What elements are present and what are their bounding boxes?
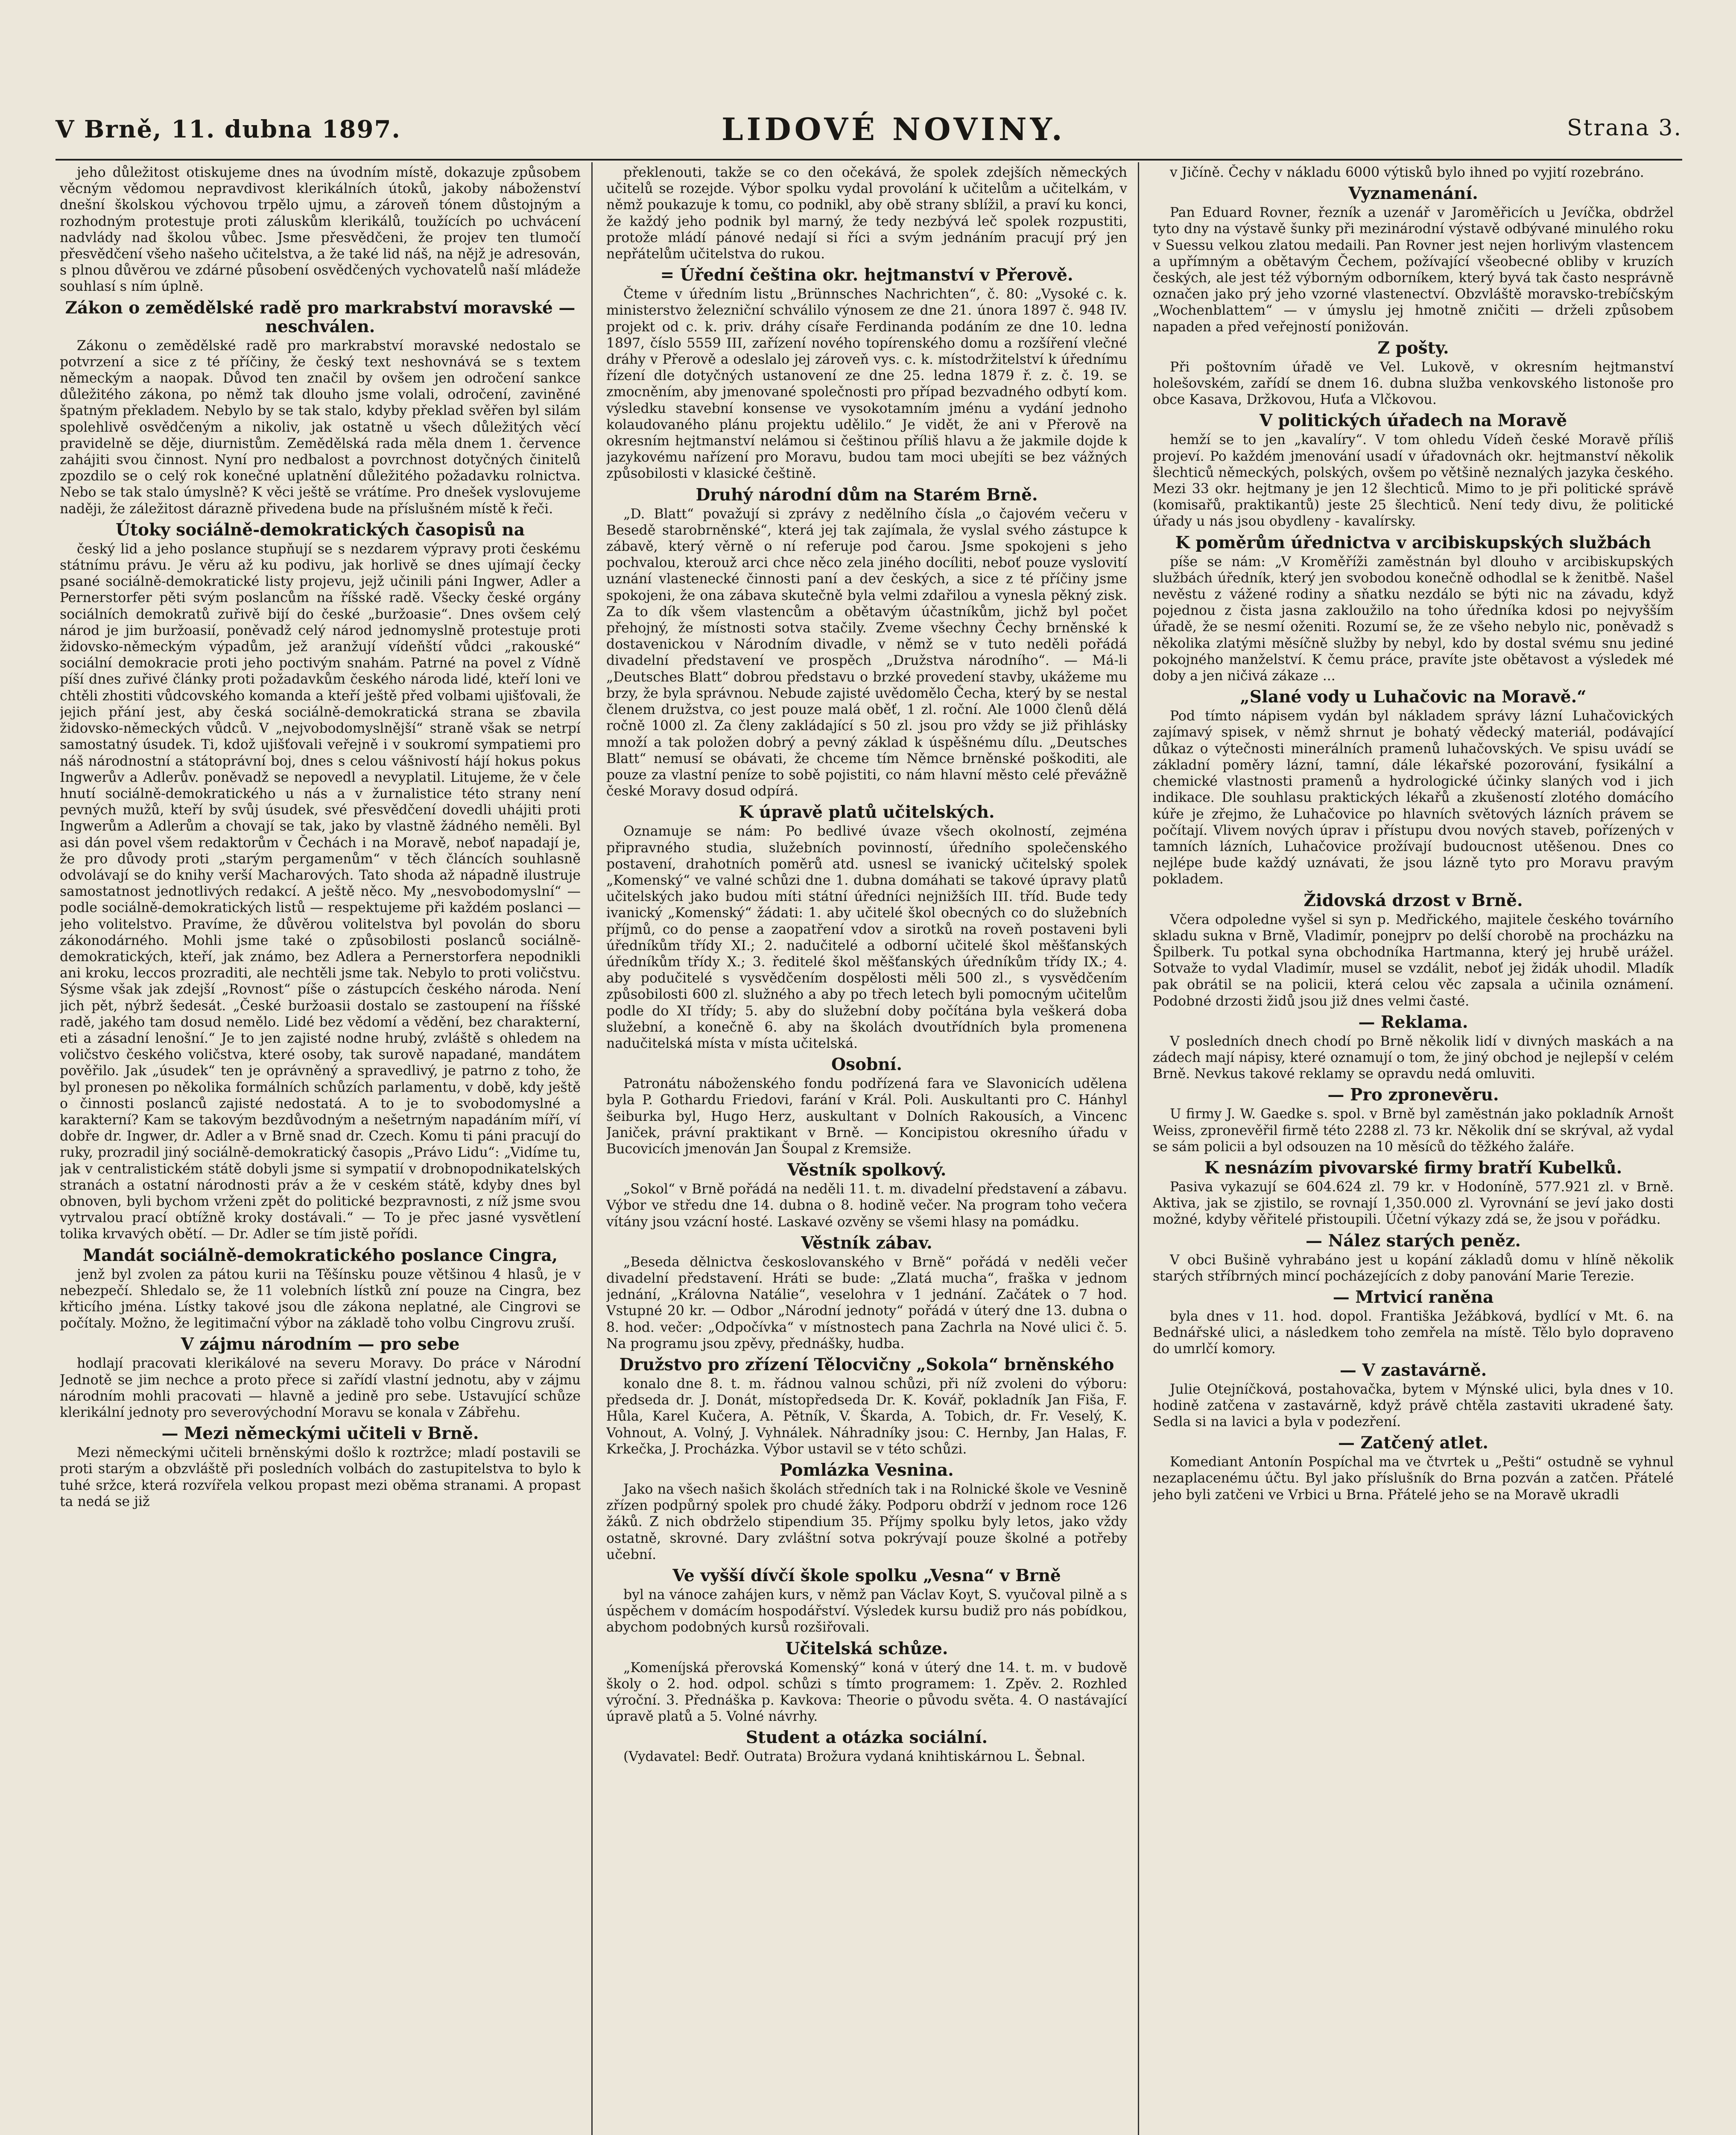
- article-paragraph: „Komeníjská přerovská Komenský“ koná v úterý dne 14. t. m. v budově školy o 2. hod. odpol. schůzi s tímto programem: 1. Zpěv. 2. Rozhled výroční. 3. Přednáška p. Kavkova: Theorie o původu světa. 4. O nastávající úpravě platů a 5. Volné návrhy.: [606, 1660, 1127, 1725]
- article-heading: Zákon o zemědělské radě pro markrabství moravské — neschválen.: [65, 298, 576, 336]
- article-paragraph: Při poštovním úřadě ve Vel. Lukově, v okresním hejtmanství holešovském, zařídí se dnem 16. dubna služba venkovského listonoše pro obce Kasava, Držkovou, Huťa a Vlčkovou.: [1153, 359, 1674, 408]
- article-paragraph: konalo dne 8. t. m. řádnou valnou schůzi, při níž zvoleni do výboru: předseda dr. J. Donát, místopředseda Dr. K. Kovář, pokladník Jan Fiša, F. Hůla, Karel Kučera, A. Pětník, V. Škarda, A. Tobich, dr. Fr. Veselý, K. Vohnout, A. Volný, J. Vyhnálek. Náhradníky jsou: C. Hernby, Jan Halas, F. Krkečka, J. Procházka. Výbor ustavil se v této schůzi.: [606, 1376, 1127, 1457]
- article-heading: K nesnázím pivovarské firmy bratří Kubelků.: [1204, 1158, 1622, 1178]
- article-heading: Osobní.: [831, 1055, 902, 1075]
- column-divider: [1138, 162, 1139, 2135]
- article-paragraph: Pan Eduard Rovner, řezník a uzenář v Jaroměřicích u Jevíčka, obdržel tyto dny na výstavě šunky při mezinárodní výstavě odbývané minulého roku v Suessu velkou zlatou medaili. Pan Rovner jest nejen horlivým vlastencem a upřímným a obětavým Čechem, požívající všeobecné obliby v kruzích českých, ale jest též výborným odborníkem, který byvá tak často nesprávně označen jako prý jeho vzorné vlastenectví. Obzvláště moravsko-trebíčským „Wochenblattem“ — v úmyslu jej hmotně zničiti — drželi způsobem napaden a před veřejností ponižován.: [1153, 205, 1674, 335]
- article-heading: „Slané vody u Luhačovic na Moravě.“: [1240, 687, 1587, 707]
- masthead: [56, 107, 1682, 158]
- article-heading: Družstvo pro zřízení Tělocvičny „Sokola“ brněnského: [619, 1355, 1114, 1375]
- article-heading: K poměrům úřednictva v arcibiskupských službách: [1175, 532, 1651, 553]
- article-heading: — Nález starých peněz.: [1306, 1231, 1521, 1251]
- article-paragraph: Pasiva vykazují se 604.624 zl. 79 kr. v Hodoníně, 577.921 zl. v Brně. Aktiva, jak se zjistilo, se rovnají 1,350.000 zl. Vyrovnání se jeví jako dosti možné, kdyby věřitelé přistoupili. Účetní výkazy zdá se, že jsou v pořádku.: [1153, 1179, 1674, 1228]
- article-heading: — Mezi německými učiteli v Brně.: [161, 1424, 479, 1444]
- article-paragraph: Pod tímto nápisem vydán byl nákladem správy lázní Luhačovických zajímavý spisek, v němž shrnut je bohatý vědecký materiál, podávající důkaz o výtečnosti minerálních pramenů luhačovských. Ve spisu uvádí se základní poměry lázní, tamní, dále lékařské pozorování, fysikální a chemické vlastnosti pramenů a hydrologické účinky slaných vod i jich indikace. Dle souhlasu praktických lékařů a zkušeností zlotého domácího kúře je zřejmo, že Luhačovice po hlavních světových lázních právem se počítají. Vlivem nových úprav i přístupu dvou nových staveb, pořízených v tamních lázních, Luhačovice prožívají budoucnost utěšenou. Dnes co nejlépe bude každý uznávati, že jsou lázně tyto pro Moravu pravým pokladem.: [1153, 708, 1674, 887]
- column-3: [1153, 164, 1674, 2135]
- article-paragraph: byla dnes v 11. hod. dopol. Františka Ježábková, bydlící v Mt. 6. na Bednářské ulici, a následkem toho zemřela na místě. Tělo bylo dopraveno do umrlčí komory.: [1153, 1308, 1674, 1357]
- article-paragraph: český lid a jeho poslance stupňují se s nezdarem výpravy proti českému státnímu právu. Je věru až ku podivu, jak horlivě se dnes ujímají čecky psané sociálně-demokratické listy projevu, jejž učinili páni Ingwer, Adler a Pernerstorfer pěti svým poslancům na říšské radě. Všecky české orgány sociálních demokratů zuřivě bijí do české „buržoasie“. Dnes ovšem celý národ je jim buržoasií, poněvadž celý národ jednomyslně protestuje proti židovsko-německým výpadům, jež aranžují vídeňští vůdci „rakouské“ sociální demokracie proti jeho poctivým snahám. Patrné na povel z Vídně píší dnes zuřivé články proti požadavkům českého národa lidé, kteří loni ve chtěli zhostiti vůdcovského komanda a kteří ještě před volbami ujišťovali, že jejich přání jest, aby česká sociálně-demokratická strana se zbavila židovsko-německých vůdců. V „nejvobodomyslnější“ straně však se netrpí samostatný úsudek. Ti, kdož ujišťovali veřejně i v soukromí sympatiemi pro náš národnostní a státoprávní boj, dnes s celou vášnivostí hájí hokus pokus Ingwerův a Adlerův. poněvadž se nepovedl a nevyplatil. Litujeme, že v čele hnutí sociálně-demokratického u nás a v žurnalistice této strany není pevných mužů, kteří by svůj úsudek, své přesvědčení dovedli uhájiti proti Ingwerům a Adlerům a chovají se tak, jako by vlastně žádného neměli. Byl asi dán povel všem redaktorům v Čechách i na Moravě, neboť napadají je, že pro důvody proti „starým pergamenům“ v těch článcích souhlasně odvolávají se do knihy verší Macharových. Tato shoda až nápadně ilustruje samostatnost jednotlivých redakcí. A ještě něco. My „nesvobodomyslní“ — podle sociálně-demokratických listů — respektujeme při každém poslanci — jeho volitelstvo. Pravíme, že důvěrou volitelstva byl povolán do sboru zákonodárného. Mohli jsme také o způsobilosti poslanců sociálně-demokratických, kteří, jak známo, bez Adlera a Pernerstorfera nepodnikli ani kroku, leccos prozraditi, ale nechtěli jsme tak. Nebylo to proti voličstvu. Sýsme však jak zdejší „Rovnost“ píše o zástupcích českého národa. Není jich pět, nýbrž šedesát. „České buržoasii dostalo se zastoupení na říšské radě, jakého tam dosud nemělo. Lidé bez vědomí a vědění, bez charakterní, eti a zásadní lenošní.“ Je to jen zajisté nodne hrubý, zvláště s ohledem na voličstvo českého voličstva, které osoby, tak surově napadané, mandátem pověřilo. Jak „úsudek“ ten je oprávněný a spravedlivý, je patrno z toho, že byl pronesen po několika formálních schůzích parlamentu, v době, kdy ještě o činnosti poslanců zajisté nedostatá. A to je to svobodomyslné a karakterní? Kam se takovým bezdůvodným a nešetrným napadáním míří, ví dobře dr. Ingwer, dr. Adler a v Brně snad dr. Czech. Komu ti páni pracují do ruky, prozradil jiný sociálně-demokratický časopis „Právo Lidu“: „Vidíme tu, jak v centralistickém státě dobyli jsme si sympatií v drobnopodnikatelských stranách a ostatní národnosti práv a že v ceském státě, kdyby dnes byl obnoven, byli bychom vrženi zpět do politické bezpravnosti, z níž jsme svou vytrvalou prací obtížně kroky dostávali.“ — To je přec jasné vysvětlení tolika krvavých obětí. — Dr. Adler se tím jistě pořídi.: [60, 541, 581, 1242]
- article-heading: Z pošty.: [1377, 338, 1449, 358]
- article-paragraph: Mezi německými učiteli brněnskými došlo k roztržce; mladí postavili se proti starým a obzvláště při posledních volbách do zastupitelstva to bylo k tuhé sržce, která rozvířela velkou propast mezi oběma stranami. A propast ta nedá se již: [60, 1445, 581, 1509]
- article-heading: Student a otázka sociální.: [745, 1728, 988, 1748]
- article-heading: Vyznamenání.: [1348, 184, 1478, 204]
- article-paragraph: „D. Blatt“ považují si zprávy z nedělního čísla „o čajovém večeru v Besedě starobrněnské“, která jej tak zajímala, že vyslal svého zástupce k zábavě, který věrně o ní referuje pod čarou. Jsme spokojeni s jeho pochvalou, kterouž arci chce něco zela jiného docíliti, neboť pouze vyslovití uznání vlastenecké činnosti paní a dev českých, a sice z té příčiny jsme spokojeni, že ona zábava skutečně byla velmi zdařilou a vynesla pěkný zisk. Za to dík všem vlastencům a obětavým účastníkům, jichž byl počet přehojný, že místnosti sotva stačily. Zveme všechny Čechy brněnské k dostavenickou v Národním divadle, v němž se v tuto neděli pořádá divadelní představení ve prospěch „Družstva národního“. — Má-li „Deutsches Blatt“ dobrou představu o brzké provedení stavby, ukážeme mu brzy, že byla správnou. Nebude zajisté uvědomělo Čecha, který by se nestal členem družstva, co jest pouze malá oběť, 1 zl. roční. Ale 1000 členů dělá ročně 1000 zl. Za členy zakládající s 50 zl. jsou pro vždy se již přihlásky množí a tak položen dobrý a pevný základ k úspěšnému dílu. „Deutsches Blatt“ nemusí se obávati, že chceme tím Němce brněnské poškoditi, ale pouze za vlastní peníze to sobě pojistiti, co nám hlavní město celé převážně české Moravy dosud odpírá.: [606, 506, 1127, 799]
- article-paragraph: (Vydavatel: Bedř. Outrata) Brožura vydaná knihtiskárnou L. Šebnal.: [623, 1749, 1086, 1765]
- article-heading: V politických úřadech na Moravě: [1259, 411, 1567, 431]
- article-heading: — Zatčený atlet.: [1338, 1433, 1488, 1453]
- article-heading: — Mrtvicí raněna: [1333, 1287, 1494, 1307]
- article-paragraph: „Beseda dělnictva českoslovanského v Brně“ pořádá v neděli večer divadelní představení. Hráti se bude: „Zlatá mucha“, fraška v jednom jednání, „Královna Natálie“, veselohra v 1 jednání. Začátek o 7 hod. Vstupné 20 kr. — Odbor „Národní jednoty“ pořádá v úterý dne 13. dubna o 8. hod. večer: „Odpočívka“ v místnostech pana Zachrla na Nové ulici č. 5. Na programu jsou zpěvy, přednášky, hudba.: [606, 1254, 1127, 1351]
- article-paragraph: Patronátu náboženského fondu podřízená fara ve Slavonicích udělena byla P. Gothardu Friedovi, farání v Král. Poli. Auskultanti pro C. Hánhyl šeiburka byl, Hugo Herz, auskultant v Dolních Rakousích, a Vincenc Janiček, právní praktikant v Brně. — Koncipistou okresního úřadu v Bucovicích jmenován Jan Šoupal z Kremsiže.: [606, 1076, 1127, 1157]
- article-paragraph: Čteme v úředním listu „Brünnsches Nachrichten“, č. 80: „Vysoké c. k. ministerstvo železniční schválilo výnosem ze dne 21. února 1897 č. 948 IV. projekt od c. k. priv. dráhy císaře Ferdinanda podáním ze dne 10. ledna 1897, číslo 5559 III, zařízení nového topírenského domu a rozšíření vlečné dráhy v Přerově a odeslalo jej zároveň vys. c. k. místodržitelství k úřednímu řízení dle dotyčných ustanovení ze dne 25. ledna 1879 ř. z. č. 19. se zmocněním, aby jmenované společnosti pro případ bezvadného odbytí kom. výsledku stavební konsense ve vysokotamním jménu a vydání jednoho kolaudovaného plánu projektu udělilo.“ Je vidět, že ani v Přerově na okresním hejtmanství nelámou si češtinou příliš hlavu a že jakmile dojde k jazykovému nařízení pro Moravu, budou tam moci ubejíti se bez vážných způsobilosti v klasické češtině.: [606, 287, 1127, 482]
- newspaper-title: LIDOVÉ NOVINY.: [722, 111, 1066, 147]
- column-1: [60, 164, 581, 2135]
- article-paragraph: Včera odpoledne vyšel si syn p. Medřického, majitele českého továrního skladu sukna v Brně, Vladimír, ponejprv po delší chorobě na procházku na Špilberk. Tu potkal syna obchodníka Hartmanna, který jej hrubě urážel. Sotvaže to vydal Vladimír, musel se vzdálit, neboť jej židák uhodil. Mladík pak obrátil se na policii, která celou věc zapsala a učinila oznámení. Podobné drzosti židů jsou již dnes velmi časté.: [1153, 912, 1674, 1009]
- article-paragraph: hodlají pracovati klerikálové na severu Moravy. Do práce v Národní Jednotě se jim nechce a proto přece si zařídí vlastní jednotu, aby v zájmu národním mohli pracovati — hlavně a jedině pro sebe. Ustavující schůze klerikální jednoty pro severovýchodní Moravu se konala v Zábřehu.: [60, 1356, 581, 1421]
- article-paragraph: Oznamuje se nám: Po bedlivé úvaze všech okolností, zejména připravného studia, služebních povinností, úředního společenského postavení, drahotních poměrů atd. usnesl se ivanický učitelský spolek „Komenský“ ve valné schůzi dne 1. dubna domáhati se takové úpravy platů učitelských jako budou míti státní úředníci nejnižších III. tříd. Bude tedy ivanický „Komenský“ žádati: 1. aby učitelé škol obecných co do služebních příjmů, co do pense a zaopatření vdov a sirotků na roveň postaveni byli úředníkům třídy XI.; 2. nadučitelé a odborní učitelé škol měšťanských úředníkům třídy X.; 3. ředitelé škol měšťanských úředníkům třídy IX.; 4. aby podučitelé s vysvědčením dospělosti měli 500 zl., s vysvědčením způsobilosti 600 zl. služného a aby po třech letech byli pomocným učitelům podle do XI třídy; 5. aby do služební doby počítána byla veškerá doba služební, a konečně 6. aby na školách dvoutřídních byla promenena nadučitelská místa v místa učitelská.: [606, 824, 1127, 1051]
- article-paragraph: Komediant Antonín Pospíchal ma ve čtvrtek u „Pešti“ ostudně se vyhnul nezaplacenému účtu. Byl jako příslušník do Brna pozván a zatčen. Přátelé jeho byli zatčeni ve Vrbici u Brna. Přátelé jeho se na Moravě ukradli: [1153, 1454, 1674, 1503]
- article-heading: Útoky sociálně-demokratických časopisů na: [116, 520, 525, 540]
- header-rule: [56, 159, 1682, 161]
- article-paragraph: Zákonu o zemědělské radě pro markrabství moravské nedostalo se potvrzení a sice z té příčiny, že český text neshovnává se s textem německým a naopak. Důvod ten značil by ovšem jen odročení sankce důležitého zákona, po němž tak dlouho jsme volali, odročení, zaviněné špatným překladem. Nebylo by se tak stalo, kdyby překlad svěřen byl silám spolehlivě osvědčeným a nikoliv, jak ostatně u všech důležitých věcí pravidelně se děje, diurnistům. Zemědělská rada měla dnem 1. července zahájiti svou činnost. Nyní pro nedbalost a povrchnost dotyčných činitelů zpozdilo se o celý rok konečné uplatnění důležitého požadavku rolnictva. Nebo se tak stalo úmyslně? K věci ještě se vrátíme. Pro dnešek vyslovujeme naději, že záležitost dárazně přivedena bude na příslušném místě k řeči.: [60, 338, 581, 517]
- article-paragraph: V posledních dnech chodí po Brně několik lidí v divných maskách a na zádech mají nápisy, které oznamují o tom, že jiný obchod je nejlepší v celém Brně. Nevkus takové reklamy se opravdu nedá omluviti.: [1153, 1033, 1674, 1082]
- article-heading: Věstník zábav.: [801, 1233, 932, 1253]
- article-paragraph: jenž byl zvolen za pátou kurii na Těšínsku pouze většinou 4 hlasů, je v nebezpečí. Shledalo se, že 11 volebních lístků zní pouze na Cingra, bez křticího jména. Lístky takové jsou dle zákona neplatné, ale Cingrovi se počítaly. Možno, že legitimační výbor na základě toho volbu Cingrovu zruší.: [60, 1266, 581, 1331]
- article-heading: — Pro zpronevěru.: [1327, 1085, 1499, 1105]
- article-paragraph: Jako na všech našich školách středních tak i na Rolnické škole ve Vesnině zřízen podpůrný spolek pro chudé žáky. Podporu obdrží v jednom roce 126 žáků. Z nich obdrželo stipendium 35. Příjmy spolku byly letos, jako vždy ostatně, skrovné. Dary zvláštní sotva pokrývají pouze školné a potřeby učební.: [606, 1482, 1127, 1562]
- column-divider: [591, 162, 593, 2135]
- article-heading: Učitelská schůze.: [785, 1638, 948, 1658]
- article-heading: — Reklama.: [1358, 1012, 1468, 1032]
- article-paragraph: v Jičíně. Čechy v nákladu 6000 výtisků bylo ihned po vyjití rozebráno.: [1170, 165, 1644, 180]
- article-paragraph: překlenouti, takže se co den očekává, že spolek zdejších německých učitelů se rozejde. Výbor spolku vydal provolání k učitelům a učitelkám, v němž poukazuje k tomu, co podnikl, aby obě strany sblížil, a praví ku konci, že každý jeho podnik byl marný, že tedy nezbývá leč spolek rozpustiti, protože mládí pánové nedají si říci a svým jednáním pracují prý jen nepřátelům učitelstva do rukou.: [606, 165, 1127, 262]
- article-heading: — V zastavárně.: [1339, 1360, 1487, 1380]
- article-paragraph: „Sokol“ v Brně pořádá na neděli 11. t. m. divadelní představení a zábavu. Výbor ve středu dne 14. dubna o 8. hodině večer. Na program toho večera vítány jsou vzácní hosté. Laskavé ozvěny se všemi hlasy na pomádku.: [606, 1182, 1127, 1230]
- column-2: [606, 164, 1127, 2135]
- article-heading: Mandát sociálně-demokratického poslance Cingra,: [82, 1245, 558, 1265]
- article-heading: K úpravě platů učitelských.: [739, 802, 995, 822]
- article-heading: = Úřední čeština okr. hejtmanství v Přerově.: [660, 265, 1073, 285]
- article-heading: Ve vyšší dívčí škole spolku „Vesna“ v Brně: [672, 1566, 1061, 1586]
- article-paragraph: hemží se to jen „kavalíry“. V tom ohledu Vídeň české Moravě příliš projeví. Po každém jmenování usadí v úřadovnách okr. hejtmanství několik šlechticů německých, polských, ovšem po většině neznalých jazyka českého. Mezi 33 okr. hejtmany je jen 12 šlechticů. Mimo to je při politické správě (komisařů, praktikantů) jeste 25 šlechticů. Není tedy divu, že politické úřady u nás jsou obydleny - kavalírsky.: [1153, 432, 1674, 529]
- article-paragraph: U firmy J. W. Gaedke s. spol. v Brně byl zaměstnán jako pokladník Arnošt Weiss, zpronevěřil firmě této 2288 zl. 73 kr. Několik dní se skrýval, až vydal se sám policii a byl odsouzen na 10 měsíců do těžkého žaláře.: [1153, 1106, 1674, 1155]
- page-number: Strana 3.: [1566, 115, 1682, 141]
- article-heading: Věstník spolkový.: [787, 1160, 947, 1180]
- article-paragraph: píše se nám: „V Kroměříži zaměstnán byl dlouho v arcibiskupských službách úředník, který jen svobodou konečně odhodlal se k ženitbě. Našel nevěstu z vážené rodiny a sňatku nezdálo se býti nic na závadu, když pojednou z čista jasna zakloužilo na toho úředníka kdosi po nejvyšším úřadě, že se nesmí oženiti. Rozumí se, že ze všeho nebylo nic, poněvadž s několika zlatými měsíčně služby by nebyl, kdo by dostal svému snu jediné pokojného manželství. K čemu práce, pravíte jste obětavost a výsledek mé doby a jen ničivá zákaze ...: [1153, 554, 1674, 684]
- article-paragraph: jeho důležitost otiskujeme dnes na úvodním místě, dokazuje způsobem věcným vědomou nepravdivost klerikálních útoků, jakoby náboženství dnešní školskou výchovou trpělo ujmu, a zároveň tónem důstojným a rozhodným protestuje proti záluskům klerikálů, toužících po uchvácení nadvlády nad školou vůbec. Jsme přesvědčeni, že projev ten tlumočí přesvědčení všeho našeho učitelstva, a že také lid náš, na nějž je adresován, s plnou důvěrou ve zdárné působení osvědčených vychovatelů naší mládeže souhlasí s ním úplně.: [60, 165, 581, 295]
- article-paragraph: V obci Bušině vyhrabáno jest u kopání základů domu v hlíně několik starých stříbrných mincí pocházejících z doby panování Marie Terezie.: [1153, 1252, 1674, 1284]
- article-heading: V zájmu národním — pro sebe: [181, 1334, 460, 1354]
- article-paragraph: Julie Otejníčková, postahovačka, bytem v Mýnské ulici, byla dnes v 10. hodině zatčena v zastavárně, když právě chtěla zastaviti ukradené šaty. Sedla si na lavici a byla v podezření.: [1153, 1381, 1674, 1430]
- dateline: V Brně, 11. dubna 1897.: [56, 115, 401, 143]
- article-paragraph: byl na vánoce zahájen kurs, v němž pan Václav Koyt, S. vyučoval pilně a s úspěchem v domácím hospodářství. Výsledek kursu budiž pro nás pobídkou, abychom podobných kursů rozšiřovali.: [606, 1587, 1127, 1635]
- article-heading: Pomlázka Vesnina.: [780, 1460, 954, 1480]
- article-heading: Židovská drzost v Brně.: [1303, 890, 1523, 910]
- article-heading: Druhý národní dům na Starém Brně.: [696, 485, 1038, 505]
